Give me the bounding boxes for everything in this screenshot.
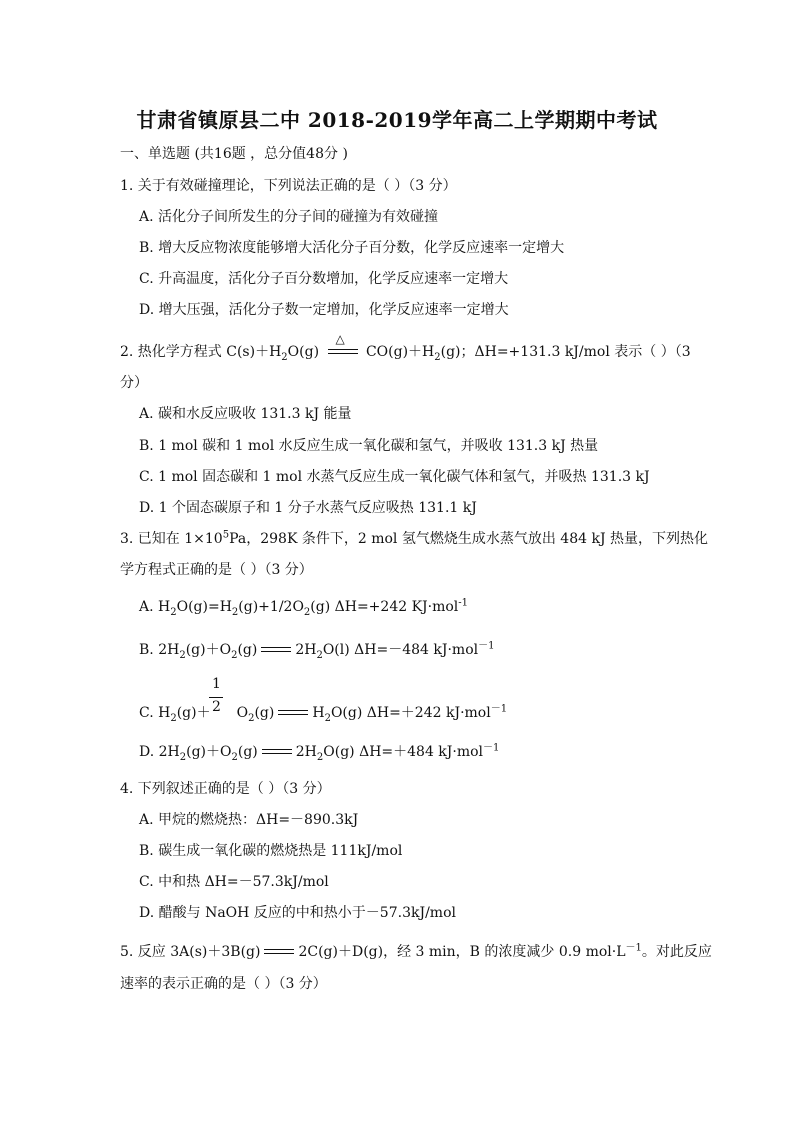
question-3-option-a: A. $H_2O(g)=H_2(g)+1/2O_2(g)$ ΔH=+242 KJ·mol$^{-1}$ bbox=[139, 597, 469, 618]
question-2-stem-cont: 分） bbox=[120, 375, 148, 391]
fraction-denominator: 2 bbox=[212, 699, 221, 715]
section-heading: 一、单选题 (共16题 ，总分值48分 ) bbox=[120, 146, 348, 162]
equals-sign bbox=[262, 745, 292, 759]
fraction-bar bbox=[209, 697, 223, 698]
question-4-option-b: B. 碳生成一氧化碳的燃烧热是 111kJ/mol bbox=[139, 843, 403, 859]
heat-equals-sign bbox=[328, 332, 358, 359]
question-1-option-d: D. 增大压强，活化分子数一定增加，化学反应速率一定增大 bbox=[139, 302, 509, 318]
question-3-option-b: B. $2H_2(g)+O_2(g)$ $2H_2O(l)$ ΔH=－484 kJ·mol$^{-1}$ bbox=[139, 640, 495, 661]
page-title: 甘肃省镇原县二中 2018-2019学年高二上学期期中考试 bbox=[136, 108, 658, 132]
question-1-stem: 1. 关于有效碰撞理论，下列说法正确的是（ ）（3 分） bbox=[120, 178, 457, 194]
fraction-numerator: 1 bbox=[212, 676, 221, 692]
question-2-option-a: A. 碳和水反应吸收 131.3 kJ 能量 bbox=[139, 406, 352, 422]
heat-triangle-icon: △ bbox=[335, 332, 345, 346]
question-2-option-b: B. 1 mol 碳和 1 mol 水反应生成一氧化碳和氢气，并吸收 131.3 kJ 热量 bbox=[139, 438, 599, 454]
question-3-option-d: D. $2H_2(g)+O_2(g)$ $2H_2O(g)$ ΔH=＋484 kJ·mol$^{-1}$ bbox=[139, 742, 500, 763]
equals-sign bbox=[264, 945, 294, 959]
question-4-option-d: D. 醋酸与 NaOH 反应的中和热小于－57.3kJ/mol bbox=[139, 905, 456, 921]
question-2-option-d: D. 1 个固态碳原子和 1 分子水蒸气反应吸热 131.1 kJ bbox=[139, 500, 477, 516]
question-3-stem: 3. 已知在 $1\times 10^5Pa$，298K 条件下，2 mol 氢气燃烧生成水蒸气放出 484 kJ 热量，下列热化 bbox=[120, 529, 709, 547]
question-5-stem: 5. 反应 3A(s)＋3B(g) 2C(g)＋D(g)，经 3 min，B 的浓度减少 0.9 $mol\cdot L^{-1}$。对此反应 bbox=[120, 942, 712, 960]
question-3-option-c: C. $H_2(g)+ O_2(g)$ $H_2O(g)$ ΔH=＋242 kJ·mol$^{-1}$ bbox=[139, 703, 508, 724]
question-4-option-a: A. 甲烷的燃烧热：ΔH=－890.3kJ bbox=[139, 812, 359, 828]
question-5-stem-cont: 速率的表示正确的是（ ）（3 分） bbox=[120, 976, 327, 992]
equals-sign bbox=[261, 643, 291, 657]
question-1-option-a: A. 活化分子间所发生的分子间的碰撞为有效碰撞 bbox=[139, 209, 439, 225]
equals-sign bbox=[278, 706, 308, 720]
question-2-option-c: C. 1 mol 固态碳和 1 mol 水蒸气反应生成一氧化碳气体和氢气，并吸热 131.3 kJ bbox=[139, 469, 650, 485]
question-3-stem-cont: 学方程式正确的是（ ）（3 分） bbox=[120, 562, 313, 578]
question-1-option-b: B. 增大反应物浓度能够增大活化分子百分数，化学反应速率一定增大 bbox=[139, 240, 565, 256]
question-1-option-c: C. 升高温度，活化分子百分数增加，化学反应速率一定增大 bbox=[139, 271, 509, 287]
question-2-stem: 2. 热化学方程式 $C(s)+H_2O(g)$ △ $CO(g)+H_2(g)$；ΔH=+131.3 kJ/mol 表示（ ）（3 bbox=[120, 342, 691, 362]
question-4-stem: 4. 下列叙述正确的是（ ）（3 分） bbox=[120, 781, 331, 797]
question-4-option-c: C. 中和热 ΔH=－57.3kJ/mol bbox=[139, 874, 329, 890]
